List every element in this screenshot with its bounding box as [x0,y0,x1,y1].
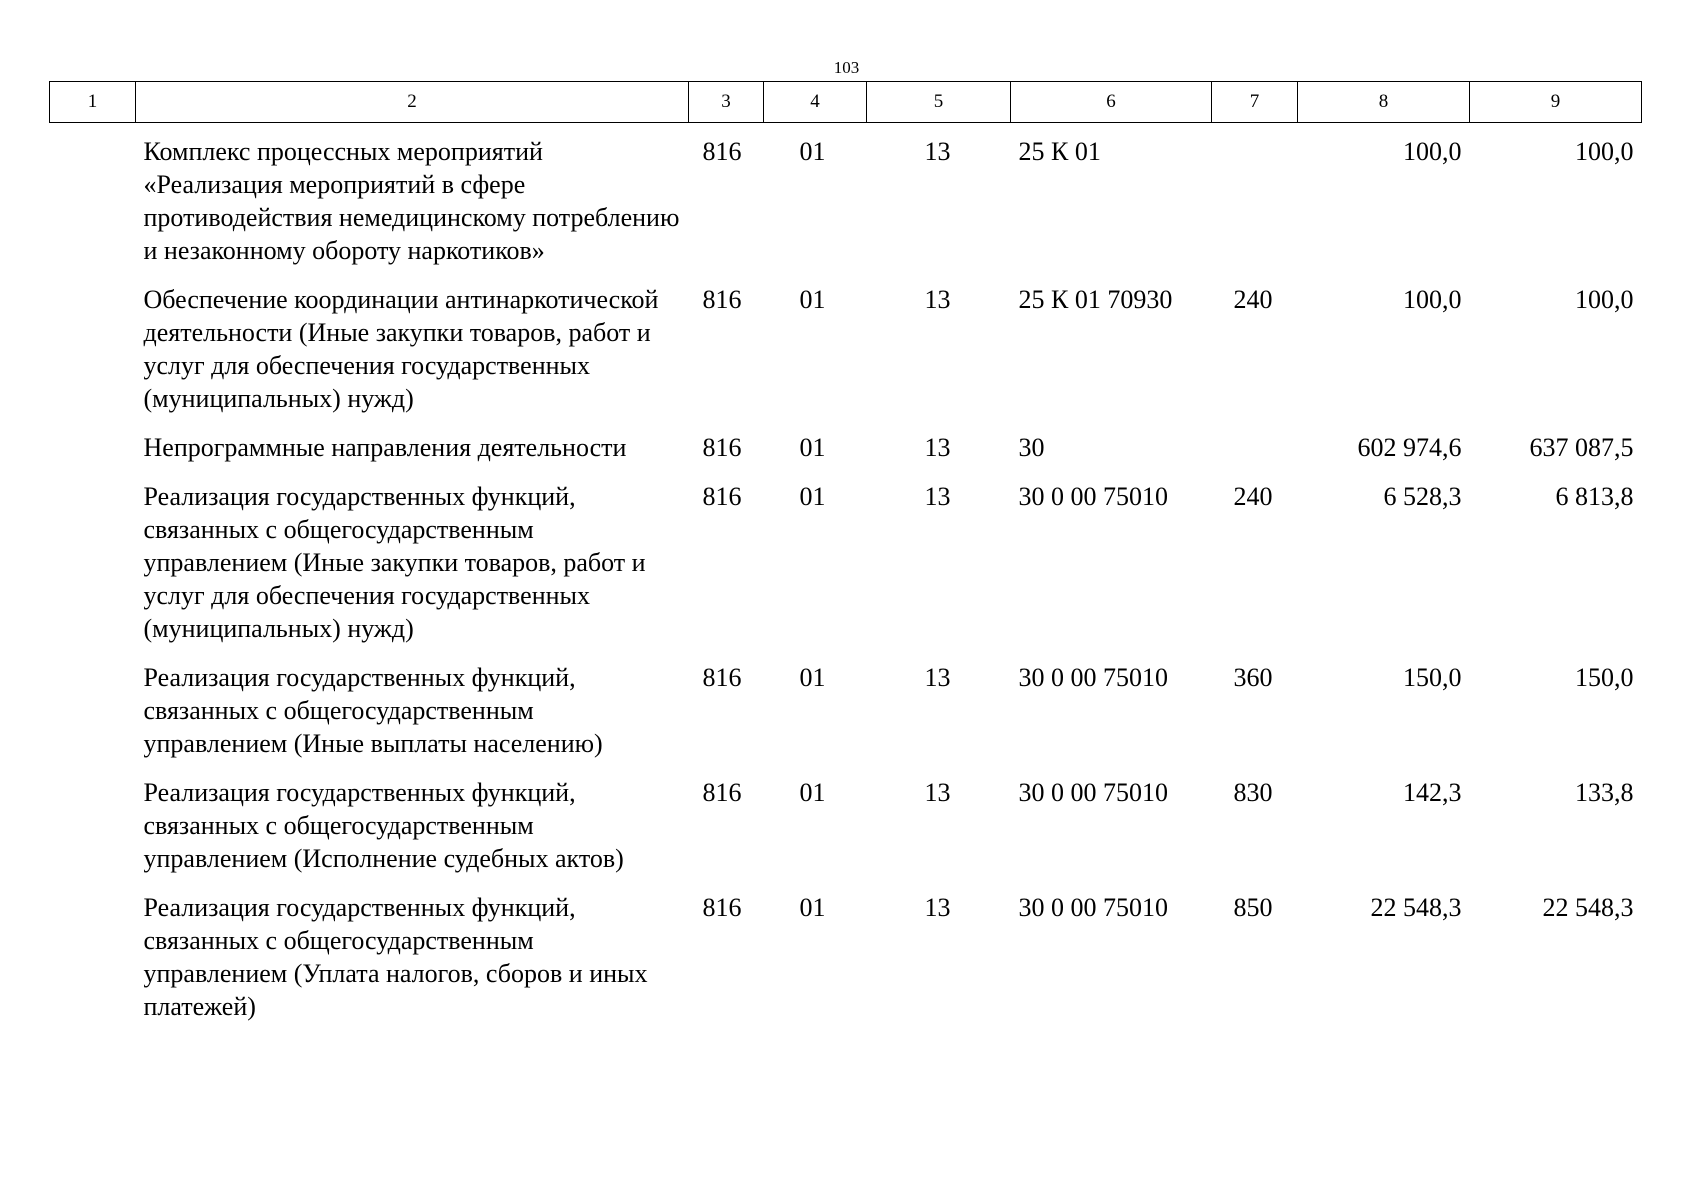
target-article-code: 30 0 00 75010 [1018,778,1168,807]
ministry-code: 816 [702,893,742,922]
expense-type-code [1212,123,1298,284]
section-code: 01 [799,137,826,166]
row-index-cell [50,891,136,1039]
subsection-code: 13 [924,433,951,462]
header-col-6: 6 [1011,82,1212,123]
amount-col-9: 100,0 [1575,285,1634,314]
header-col-4: 4 [764,82,867,123]
row-index-cell [50,283,136,431]
section-code: 01 [799,663,826,692]
subsection-code: 13 [924,778,951,807]
amount-col-8: 100,0 [1403,285,1462,314]
expense-type-code [1212,431,1298,480]
header-col-9: 9 [1470,82,1642,123]
amount-col-8: 150,0 [1403,663,1462,692]
subsection-code: 13 [924,663,951,692]
section-code: 01 [799,285,826,314]
ministry-code: 816 [702,433,742,462]
section-code: 01 [799,433,826,462]
expense-type-code: 830 [1233,778,1273,807]
target-article-code: 30 0 00 75010 [1018,893,1168,922]
amount-col-8: 22 548,3 [1370,893,1462,922]
header-col-5: 5 [867,82,1011,123]
table-header [50,82,1642,123]
page-number: 103 [833,58,860,77]
budget-sheet [49,81,1641,1039]
expense-name: Обеспечение координации антинаркотической деятельности (Иные закупки товаров, работ и услуг для обеспечения государственных (муниципальных) нужд) [143,285,659,413]
target-article-code: 25 К 01 [1018,137,1101,166]
amount-col-9: 637 087,5 [1529,433,1634,462]
expense-name: Реализация государственных функций, связанных с общегосударственным управлением (Исполнение судебных актов) [143,778,624,873]
amount-col-8: 602 974,6 [1357,433,1462,462]
expense-name: Непрограммные направления деятельности [143,433,627,462]
section-code: 01 [799,482,826,511]
ministry-code: 816 [702,285,742,314]
amount-col-9: 22 548,3 [1542,893,1634,922]
row-index-cell [50,661,136,776]
table-row [50,123,1642,284]
subsection-code: 13 [924,285,951,314]
subsection-code: 13 [924,137,951,166]
table-row [50,480,1642,661]
amount-col-9: 150,0 [1575,663,1634,692]
header-col-7: 7 [1212,82,1298,123]
header-col-3: 3 [689,82,764,123]
table-row [50,776,1642,891]
amount-col-8: 142,3 [1403,778,1462,807]
expense-type-code: 240 [1233,285,1273,314]
ministry-code: 816 [702,137,742,166]
header-col-1: 1 [50,82,136,123]
header-col-2: 2 [136,82,689,123]
row-index-cell [50,431,136,480]
target-article-code: 30 0 00 75010 [1018,482,1168,511]
expense-type-code: 360 [1233,663,1273,692]
expense-name: Реализация государственных функций, связанных с общегосударственным управлением (Иные закупки товаров, работ и услуг для обеспечения государственных (муниципальных) нужд) [143,482,646,643]
ministry-code: 816 [702,482,742,511]
amount-col-8: 6 528,3 [1383,482,1462,511]
section-code: 01 [799,893,826,922]
amount-col-9: 133,8 [1575,778,1634,807]
expense-name: Реализация государственных функций, связанных с общегосударственным управлением (Иные выплаты населению) [143,663,603,758]
amount-col-9: 100,0 [1575,137,1634,166]
expense-type-code: 240 [1233,482,1273,511]
amount-col-9: 6 813,8 [1555,482,1634,511]
amount-col-8: 100,0 [1403,137,1462,166]
table-row [50,283,1642,431]
header-row [50,82,1642,123]
header-col-8: 8 [1298,82,1470,123]
expense-type-code: 850 [1233,893,1273,922]
section-code: 01 [799,778,826,807]
subsection-code: 13 [924,893,951,922]
row-index-cell [50,776,136,891]
ministry-code: 816 [702,663,742,692]
target-article-code: 30 0 00 75010 [1018,663,1168,692]
ministry-code: 816 [702,778,742,807]
table-body [50,123,1642,1040]
row-index-cell [50,480,136,661]
expense-name: Комплекс процессных мероприятий «Реализация мероприятий в сфере противодействия немедицинскому потреблению и незаконному обороту наркотиков» [143,137,680,265]
table-row [50,431,1642,480]
table-row [50,661,1642,776]
row-index-cell [50,123,136,284]
expense-name: Реализация государственных функций, связанных с общегосударственным управлением (Уплата налогов, сборов и иных платежей) [143,893,648,1021]
subsection-code: 13 [924,482,951,511]
table-row [50,891,1642,1039]
target-article-code: 30 [1018,433,1045,462]
budget-table [49,81,1642,1039]
target-article-code: 25 К 01 70930 [1018,285,1173,314]
